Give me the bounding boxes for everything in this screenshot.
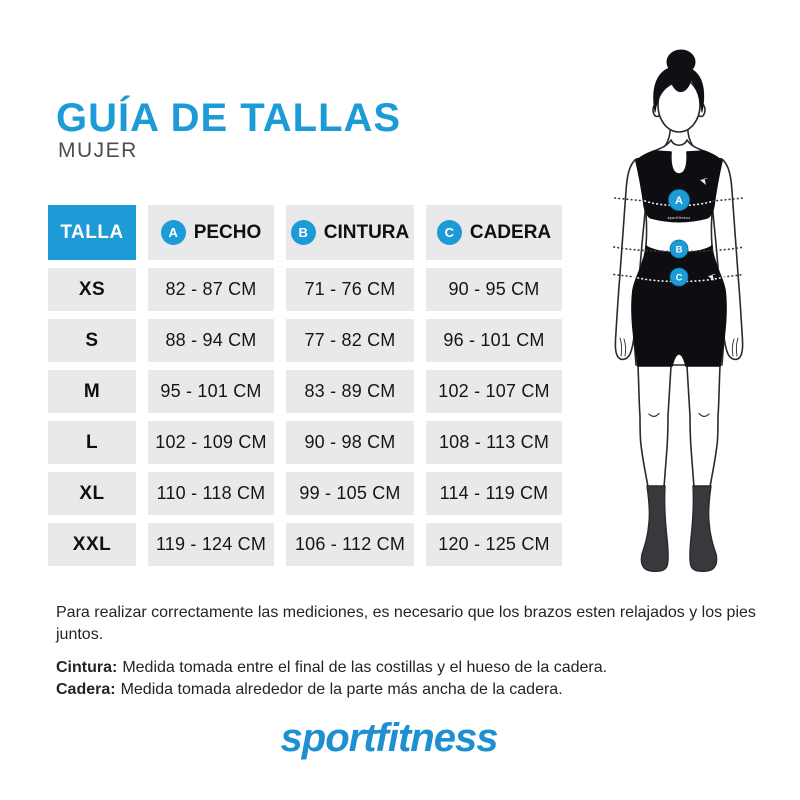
measure-cell: 82 - 87 CM [148, 268, 274, 311]
definition-cintura [56, 657, 762, 679]
column-label-cintura: CINTURA [323, 221, 410, 243]
measurement-definitions [56, 657, 762, 702]
measurement-instructions: Para realizar correctamente las mediciones, es necesario que los brazos esten relajados y los pies juntos. [56, 604, 756, 644]
measure-cell: 110 - 118 CM [148, 472, 274, 515]
socks [641, 486, 716, 571]
measure-cell: 108 - 113 CM [426, 421, 562, 464]
marker-c-badge-icon: C [437, 220, 462, 245]
measure-cell: 102 - 107 CM [426, 370, 562, 413]
measure-cell: 99 - 105 CM [286, 472, 414, 515]
measure-cell: 77 - 82 CM [286, 319, 414, 362]
size-label-m: M [48, 370, 136, 413]
definition-term-cintura: Cintura: [56, 659, 118, 676]
marker-c-letter: C [675, 272, 683, 284]
marker-a-badge-icon: A [161, 220, 186, 245]
size-label-xxl: XXL [48, 523, 136, 566]
size-table [48, 205, 562, 566]
measure-cell: 96 - 101 CM [426, 319, 562, 362]
shorts [632, 246, 726, 366]
bra-brand-text: sportfitness [667, 216, 691, 220]
brand-logo: sportfitness [280, 716, 498, 760]
column-header-cintura [286, 205, 414, 260]
page-subtitle: MUJER [58, 139, 138, 162]
measure-cell: 95 - 101 CM [148, 370, 274, 413]
measure-cell: 71 - 76 CM [286, 268, 414, 311]
definition-text-cadera: Medida tomada alrededor de la parte más ancha de la cadera. [120, 681, 563, 699]
marker-b-letter: B [675, 244, 683, 256]
column-header-talla: TALLA [48, 205, 136, 260]
size-label-s: S [48, 319, 136, 362]
definition-term-cadera: Cadera: [56, 681, 116, 699]
column-header-cadera [426, 205, 562, 260]
measure-cell: 88 - 94 CM [148, 319, 274, 362]
size-label-l: L [48, 421, 136, 464]
column-label-pecho: PECHO [193, 221, 262, 243]
measure-cell: 90 - 95 CM [426, 268, 562, 311]
woman-figure [588, 48, 792, 592]
definition-text-cintura: Medida tomada entre el final de las costillas y el hueso de la cadera. [122, 659, 608, 676]
column-label-cadera: CADERA [469, 221, 552, 243]
page-title: GUÍA DE TALLAS [56, 96, 402, 140]
column-header-pecho [148, 205, 274, 260]
measure-cell: 119 - 124 CM [148, 523, 274, 566]
measure-cell: 106 - 112 CM [286, 523, 414, 566]
measure-cell: 102 - 109 CM [148, 421, 274, 464]
marker-a-letter: A [675, 195, 683, 207]
marker-b-badge-icon: B [291, 220, 316, 245]
size-label-xs: XS [48, 268, 136, 311]
woman-figure-illustration [588, 48, 792, 592]
measure-cell: 120 - 125 CM [426, 523, 562, 566]
measure-cell: 83 - 89 CM [286, 370, 414, 413]
definition-cadera [56, 679, 762, 701]
measure-cell: 114 - 119 CM [426, 472, 562, 515]
size-label-xl: XL [48, 472, 136, 515]
measure-cell: 90 - 98 CM [286, 421, 414, 464]
